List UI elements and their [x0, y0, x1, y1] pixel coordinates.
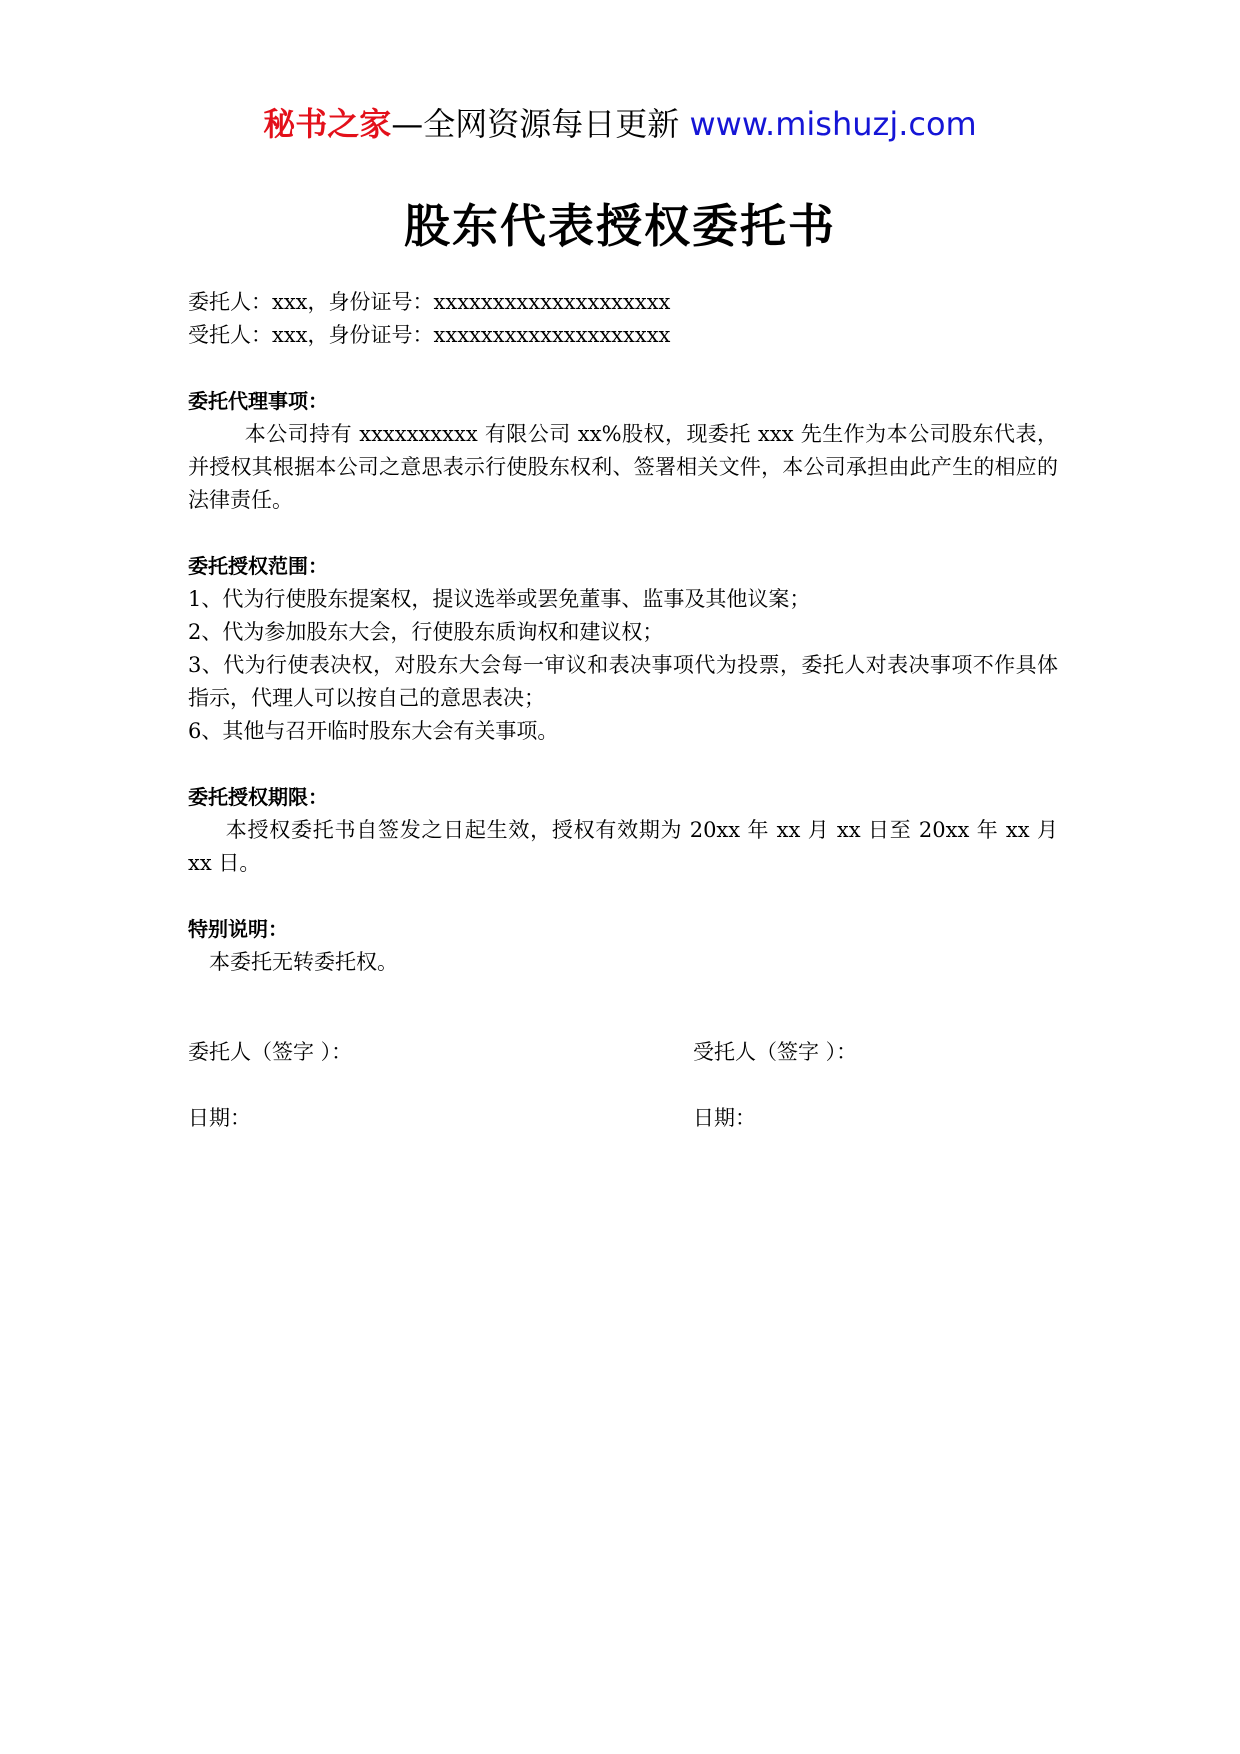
principal-date-label: 日期：: [188, 1106, 251, 1130]
section-heading-scope: 委托授权范围：: [188, 554, 328, 578]
website-link[interactable]: www.mishuzj.com: [689, 105, 977, 143]
note-paragraph: 本委托无转委托权。: [209, 950, 398, 974]
matters-paragraph: 本公司持有 xxxxxxxxxx 有限公司 xx%股权，现委托 xxx 先生作为本公司股东代表，并授权其根据本公司之意思表示行使股东权利、签署相关文件，本公司承担由此产生的相应的法律责任。: [188, 422, 1058, 512]
section-heading-note: 特别说明：: [188, 917, 288, 941]
brand-name: 秘书之家: [263, 105, 392, 143]
banner-slogan: —全网资源每日更新: [391, 105, 680, 143]
agent-signature-label: 受托人（签字 ）：: [693, 1040, 858, 1064]
signature-block: [188, 1036, 1058, 1168]
document-body: [188, 286, 1058, 979]
principal-signature-label: 委托人（签字 ）：: [188, 1040, 353, 1064]
signature-row: [188, 1036, 1058, 1102]
document-title: 股东代表授权委托书: [404, 199, 836, 253]
list-item: 6、其他与召开临时股东大会有关事项。: [188, 719, 559, 743]
term-paragraph: 本授权委托书自签发之日起生效，授权有效期为 20xx 年 xx 月 xx 日至 20xx 年 xx 月 xx 日。: [188, 818, 1058, 875]
header-banner: [0, 100, 1240, 148]
section-heading-term: 委托授权期限：: [188, 785, 328, 809]
agent-line: 受托人：xxx，身份证号：xxxxxxxxxxxxxxxxxxxx: [188, 323, 671, 347]
list-item: 1、代为行使股东提案权，提议选举或罢免董事、监事及其他议案；: [188, 587, 811, 611]
list-item: 3、代为行使表决权，对股东大会每一审议和表决事项代为投票，委托人对表决事项不作具体指示，代理人可以按自己的意思表决；: [188, 653, 1058, 710]
principal-line: 委托人：xxx，身份证号：xxxxxxxxxxxxxxxxxxxx: [188, 290, 671, 314]
list-item: 2、代为参加股东大会，行使股东质询权和建议权；: [188, 620, 664, 644]
agent-date-label: 日期：: [693, 1106, 756, 1130]
date-row: [188, 1102, 1058, 1168]
section-heading-matters: 委托代理事项：: [188, 389, 328, 413]
